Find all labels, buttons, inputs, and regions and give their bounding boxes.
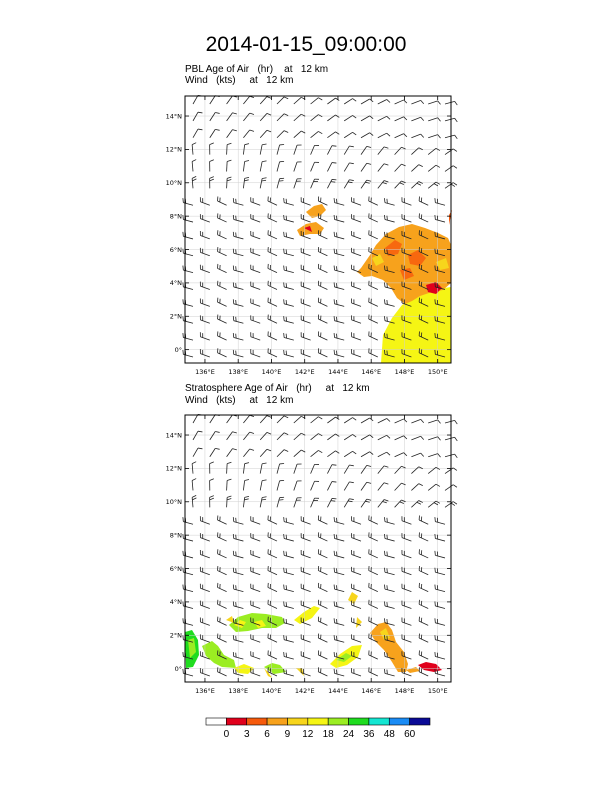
lon-tick-label: 140°E (261, 368, 282, 376)
colorbar-label: 48 (383, 729, 395, 740)
lat-tick-label: 10°N (165, 498, 182, 507)
colorbar-label: 6 (264, 729, 270, 740)
colorbar-label: 18 (322, 729, 334, 740)
lat-tick-label: 4°N (169, 279, 182, 288)
colorbar-swatch (247, 718, 267, 725)
lat-tick-label: 2°N (169, 631, 182, 640)
colorbar-swatch (328, 718, 348, 725)
lon-tick-label: 136°E (195, 687, 215, 695)
panel2-field-title: Stratosphere Age of Air (hr) at 12 km (185, 383, 370, 394)
colorbar-swatch (206, 718, 226, 725)
colorbar-label: 9 (284, 729, 291, 740)
lat-tick-label: 12°N (165, 464, 182, 473)
panel2-wind-title: Wind (kts) at 12 km (185, 395, 294, 406)
colorbar-swatch (349, 718, 369, 725)
main-title: 2014-01-15_09:00:00 (205, 33, 407, 56)
lon-tick-label: 142°E (294, 368, 315, 376)
colorbar-swatch (410, 718, 430, 725)
colorbar-swatch (389, 718, 409, 725)
lon-tick-label: 144°E (328, 368, 348, 376)
lat-tick-label: 0° (174, 345, 182, 354)
lat-tick-label: 2°N (169, 312, 182, 321)
panel1-field-title: PBL Age of Air (hr) at 12 km (185, 64, 329, 75)
lon-tick-label: 140°E (261, 687, 282, 695)
lat-tick-label: 14°N (165, 112, 182, 121)
lat-tick-label: 8°N (169, 212, 182, 221)
lat-tick-label: 14°N (165, 431, 182, 440)
panel1-wind-title: Wind (kts) at 12 km (185, 75, 294, 86)
colorbar (206, 718, 430, 725)
colorbar-label: 24 (342, 729, 355, 740)
colorbar-label: 36 (363, 729, 375, 740)
colorbar-swatch (287, 718, 307, 725)
panel2-map (166, 414, 458, 695)
panel1-map (166, 95, 458, 376)
lat-tick-label: 6°N (169, 564, 182, 573)
colorbar-swatch (267, 718, 287, 725)
colorbar-swatch (308, 718, 328, 725)
lon-tick-label: 148°E (394, 368, 415, 376)
lon-tick-label: 138°E (228, 687, 249, 695)
lon-tick-label: 136°E (195, 368, 215, 376)
lon-tick-label: 150°E (427, 687, 448, 695)
lat-tick-label: 6°N (169, 245, 182, 254)
colorbar-label: 12 (302, 729, 314, 740)
lat-tick-label: 12°N (165, 145, 182, 154)
lat-tick-label: 10°N (165, 179, 182, 188)
lon-tick-label: 150°E (427, 368, 448, 376)
lat-tick-label: 0° (174, 664, 182, 673)
colorbar-label: 0 (223, 729, 230, 740)
lon-tick-label: 144°E (328, 687, 348, 695)
lon-tick-label: 146°E (361, 687, 382, 695)
lon-tick-label: 148°E (394, 687, 415, 695)
colorbar-swatch (369, 718, 389, 725)
lon-tick-label: 138°E (228, 368, 249, 376)
colorbar-swatch (226, 718, 246, 725)
lat-tick-label: 4°N (169, 598, 182, 607)
colorbar-label: 60 (404, 729, 416, 740)
lon-tick-label: 146°E (361, 368, 382, 376)
colorbar-label: 3 (243, 729, 250, 740)
lon-tick-label: 142°E (294, 687, 315, 695)
lat-tick-label: 8°N (169, 531, 182, 540)
